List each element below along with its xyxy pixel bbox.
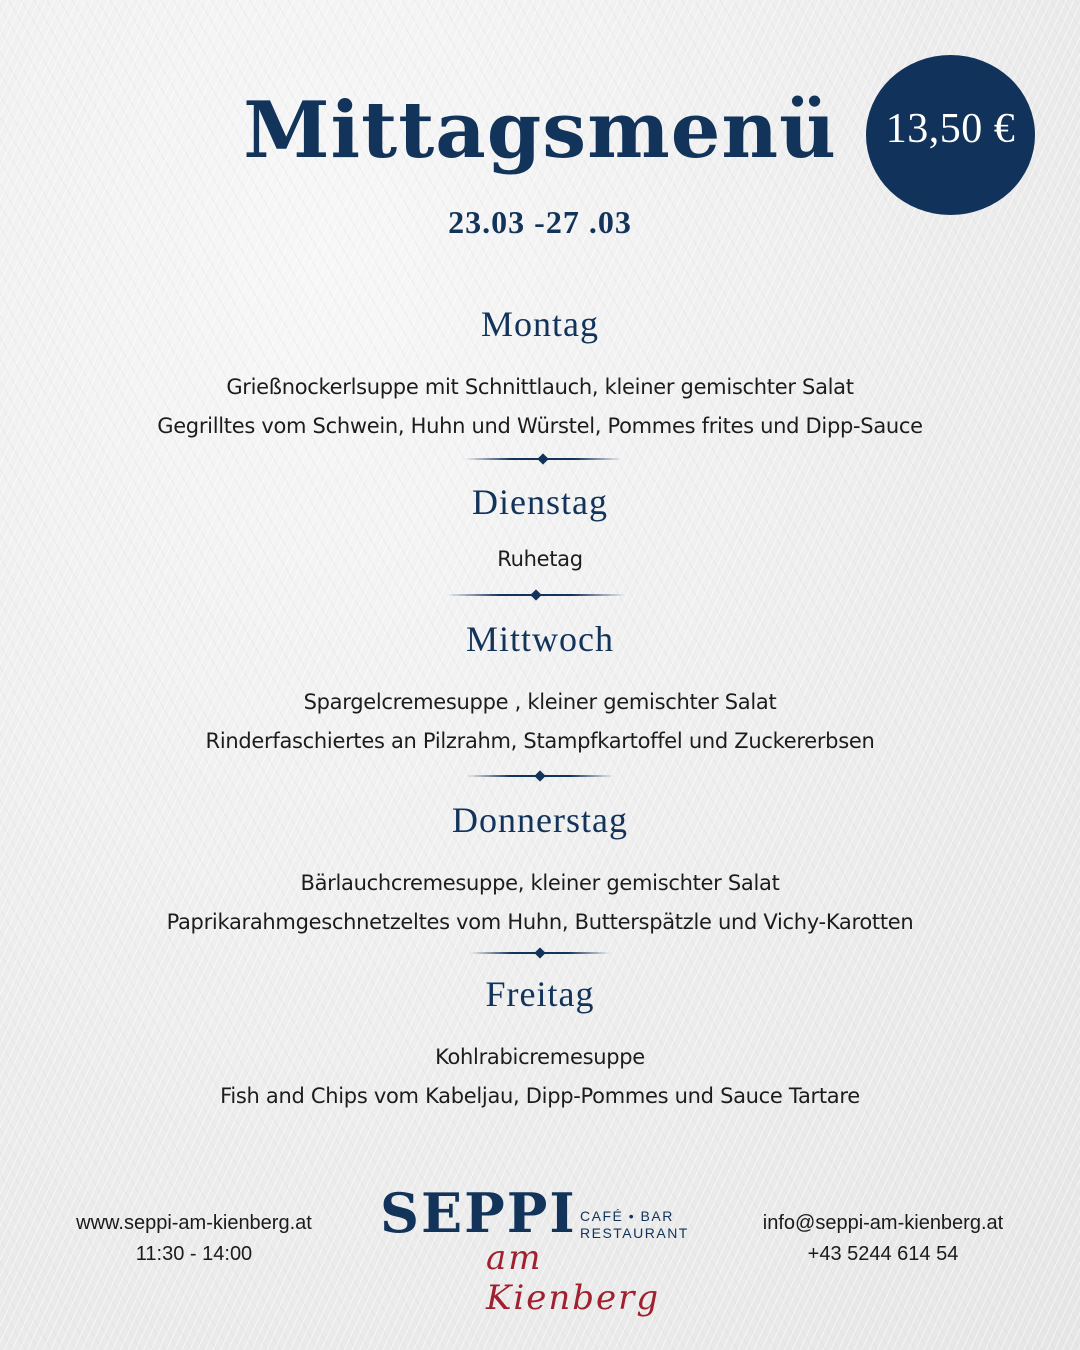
dish-item: Grießnockerlsuppe mit Schnittlauch, kleiner gemischter Salat: [226, 375, 854, 399]
price-badge: [866, 55, 1035, 215]
diamond-ornament-icon: [534, 770, 545, 781]
ornament-divider: [470, 952, 610, 954]
logo-tagline: [580, 1208, 689, 1242]
logo-script: am Kienberg: [486, 1238, 661, 1318]
logo-wordmark: SEPPI: [380, 1181, 577, 1245]
diamond-ornament-icon: [537, 453, 548, 464]
day-section-donnerstag: [0, 802, 1080, 942]
dish-item: Gegrilltes vom Schwein, Huhn und Würstel, Pommes frites und Dipp-Sauce: [157, 414, 923, 438]
dish-item: Bärlauchcremesuppe, kleiner gemischter Salat: [300, 871, 780, 895]
footer-right: [742, 1208, 1024, 1270]
day-section-freitag: [0, 976, 1080, 1116]
day-heading: Freitag: [485, 974, 595, 1014]
diamond-ornament-icon: [534, 947, 545, 958]
day-section-mittwoch: [0, 621, 1080, 761]
day-heading: Donnerstag: [452, 800, 628, 840]
day-heading: Dienstag: [472, 482, 608, 522]
dish-item: Spargelcremesuppe , kleiner gemischter Salat: [303, 690, 777, 714]
diamond-ornament-icon: [530, 589, 541, 600]
website-link[interactable]: www.seppi-am-kienberg.at: [76, 1212, 312, 1234]
opening-hours: 11:30 - 14:00: [135, 1243, 253, 1265]
day-section-dienstag: [0, 484, 1080, 579]
dish-item: Paprikarahmgeschnetzeltes vom Huhn, Butterspätzle und Vichy-Karotten: [166, 910, 914, 934]
date-range: 23.03 -27 .03: [448, 204, 632, 240]
page-title: Mittagsmenü: [243, 85, 837, 176]
dish-item: Ruhetag: [497, 547, 583, 571]
dish-item: Fish and Chips vom Kabeljau, Dipp-Pommes und Sauce Tartare: [220, 1084, 860, 1108]
logo-tagline-line-1: CAFÉ • BAR: [580, 1208, 674, 1224]
ornament-divider: [466, 775, 614, 777]
ornament-divider: [464, 458, 622, 460]
logo-tagline-line-2: RESTAURANT: [580, 1225, 689, 1241]
price-label: 13,50 €: [885, 106, 1016, 152]
day-section-montag: [0, 306, 1080, 446]
dish-item: Kohlrabicremesuppe: [435, 1045, 645, 1069]
ornament-divider: [446, 594, 626, 596]
footer-left: [54, 1208, 334, 1270]
email-link[interactable]: info@seppi-am-kienberg.at: [762, 1212, 1004, 1234]
day-heading: Montag: [481, 304, 599, 344]
restaurant-logo: [380, 1181, 700, 1318]
phone-number[interactable]: +43 5244 614 54: [807, 1243, 959, 1265]
dish-item: Rinderfaschiertes an Pilzrahm, Stampfkartoffel und Zuckererbsen: [205, 729, 875, 753]
day-heading: Mittwoch: [466, 619, 614, 659]
